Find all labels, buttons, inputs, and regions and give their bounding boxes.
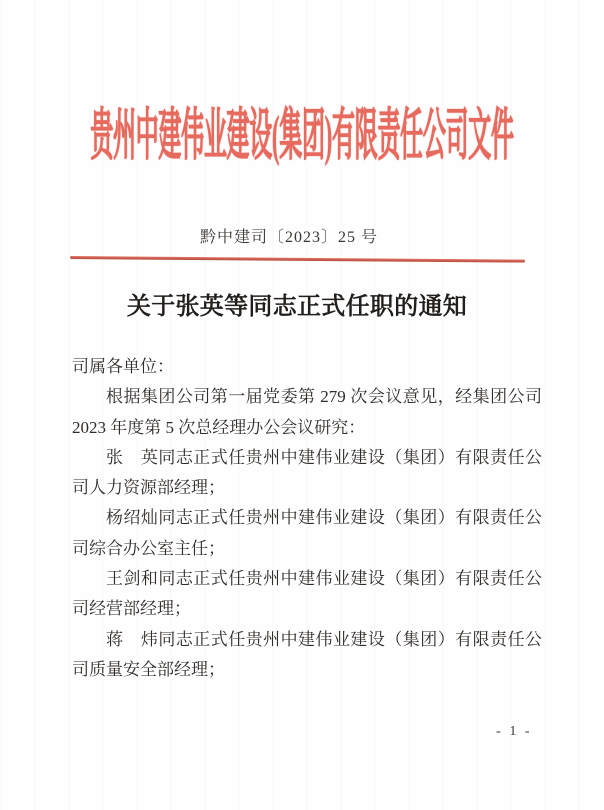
document-number: 黔中建司〔2023〕25 号 xyxy=(199,229,378,246)
letterhead xyxy=(0,92,604,168)
letterhead-title: 贵州中建伟业建设(集团)有限责任公司文件 xyxy=(90,104,514,166)
paragraph: 张 英同志正式任贵州中建伟业建设（集团）有限责任公司人力资源部经理； xyxy=(72,447,542,498)
paragraph: 根据集团公司第一届党委第 279 次会议意见，经集团公司2023 年度第 5 次总经理办公会议研究： xyxy=(72,387,542,437)
paragraph: 蒋 炜同志正式任贵州中建伟业建设（集团）有限责任公司质量安全部经理； xyxy=(72,629,542,679)
salutation: 司属各单位： xyxy=(72,357,174,376)
paragraph-list xyxy=(72,382,542,685)
red-divider-rule xyxy=(70,256,525,262)
paragraph: 王剑和同志正式任贵州中建伟业建设（集团）有限责任公司经营部经理； xyxy=(72,569,542,619)
paragraph: 杨绍灿同志正式任贵州中建伟业建设（集团）有限责任公司综合办公室主任； xyxy=(72,508,542,558)
document-body xyxy=(72,352,542,685)
page-number: - 1 - xyxy=(496,724,532,739)
document-title: 关于张英等同志正式任职的通知 xyxy=(126,294,468,320)
